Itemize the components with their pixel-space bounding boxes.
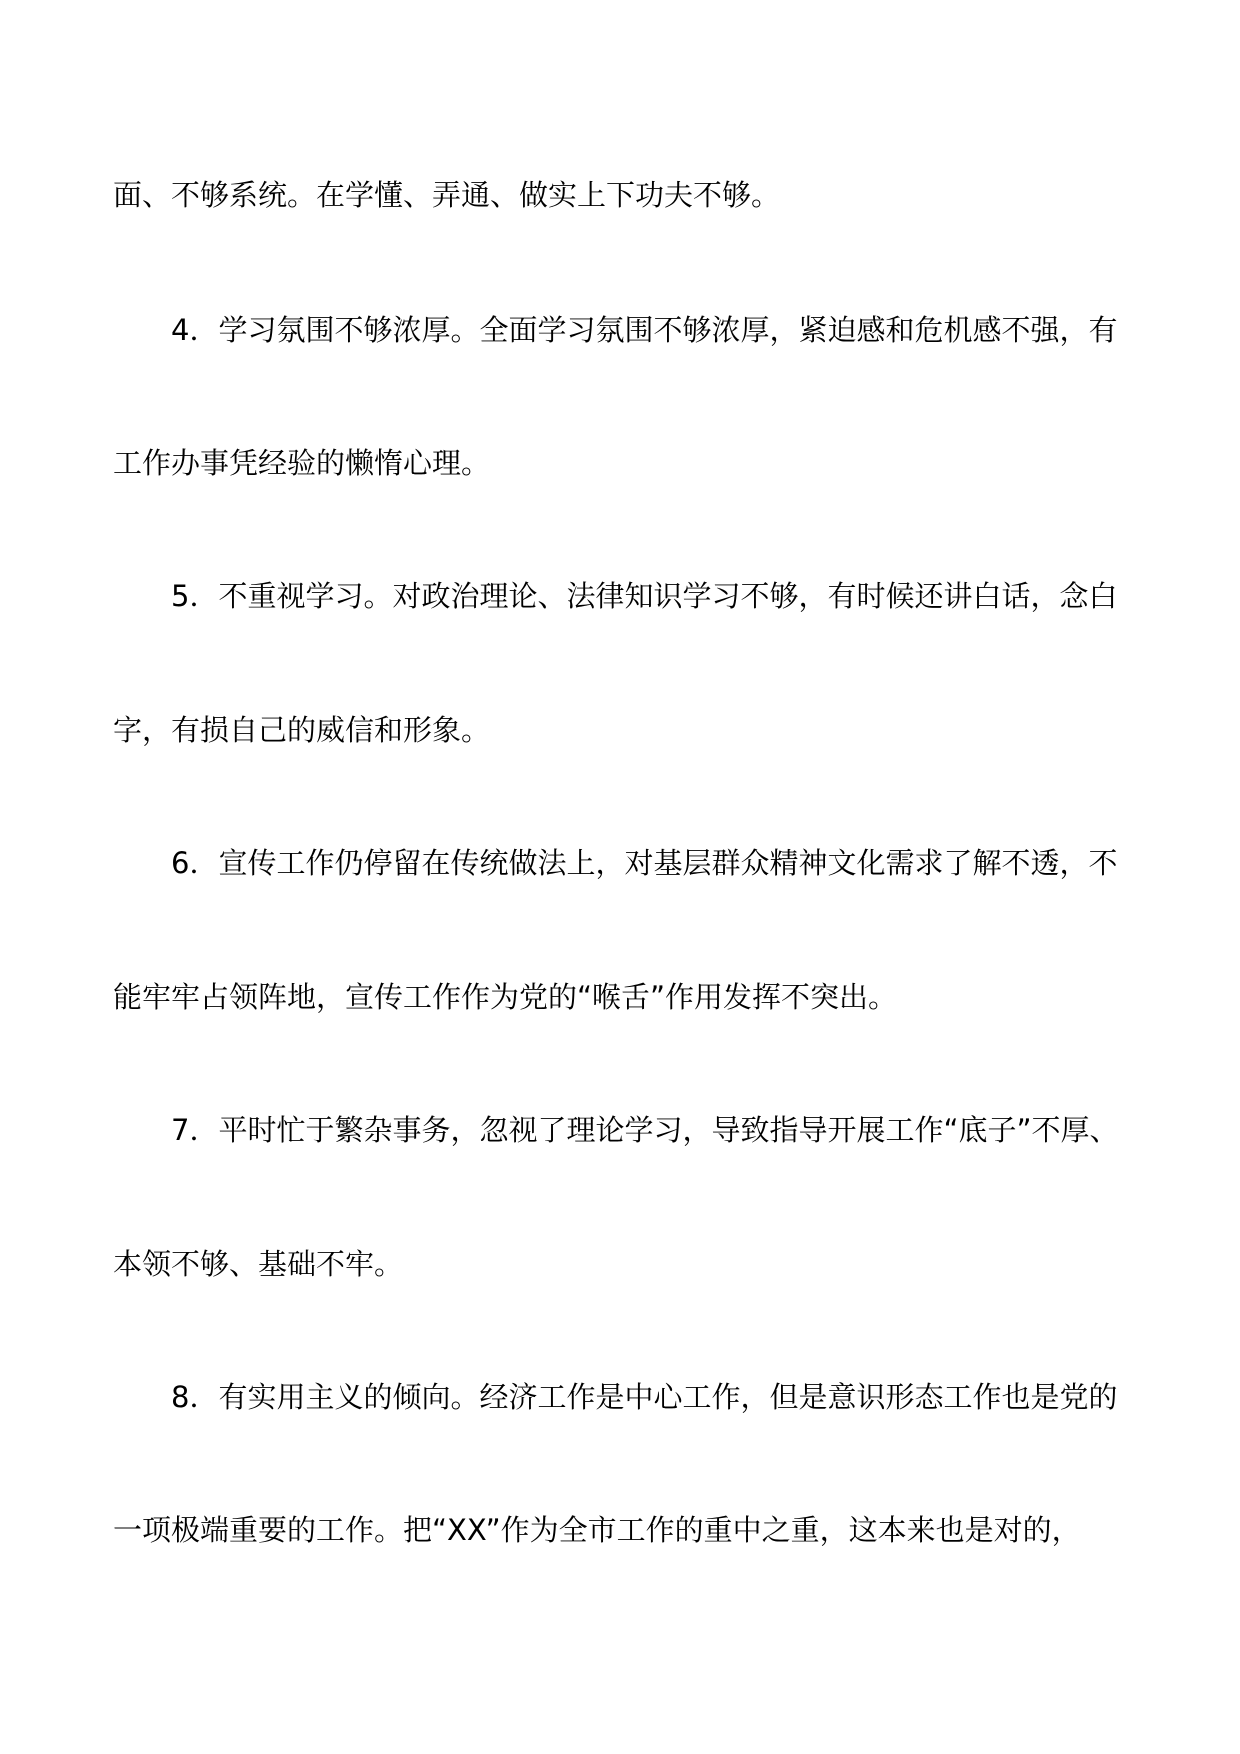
- paragraph-line: 本领不够、基础不牢。: [113, 1247, 404, 1281]
- paragraph-line-item-7: 7．平时忙于繁杂事务，忽视了理论学习，导致指导开展工作“底子”不厚、: [171, 1113, 1119, 1147]
- paragraph-line-item-5: 5．不重视学习。对政治理论、法律知识学习不够，有时候还讲白话，念白: [171, 579, 1118, 613]
- paragraph-line-item-4: 4．学习氛围不够浓厚。全面学习氛围不够浓厚，紧迫感和危机感不强，有: [171, 313, 1118, 347]
- paragraph-line: 字，有损自己的威信和形象。: [113, 713, 491, 747]
- paragraph-line: 面、不够系统。在学懂、弄通、做实上下功夫不够。: [113, 178, 781, 212]
- paragraph-line: 能牢牢占领阵地，宣传工作作为党的“喉舌”作用发挥不突出。: [113, 980, 898, 1014]
- paragraph-line-item-8: 8．有实用主义的倾向。经济工作是中心工作，但是意识形态工作也是党的: [171, 1380, 1118, 1414]
- paragraph-line: 工作办事凭经验的懒惰心理。: [113, 446, 491, 480]
- paragraph-line: 一项极端重要的工作。把“XX”作为全市工作的重中之重，这本来也是对的，: [113, 1513, 1081, 1547]
- paragraph-line-item-6: 6．宣传工作仍停留在传统做法上，对基层群众精神文化需求了解不透，不: [171, 846, 1118, 880]
